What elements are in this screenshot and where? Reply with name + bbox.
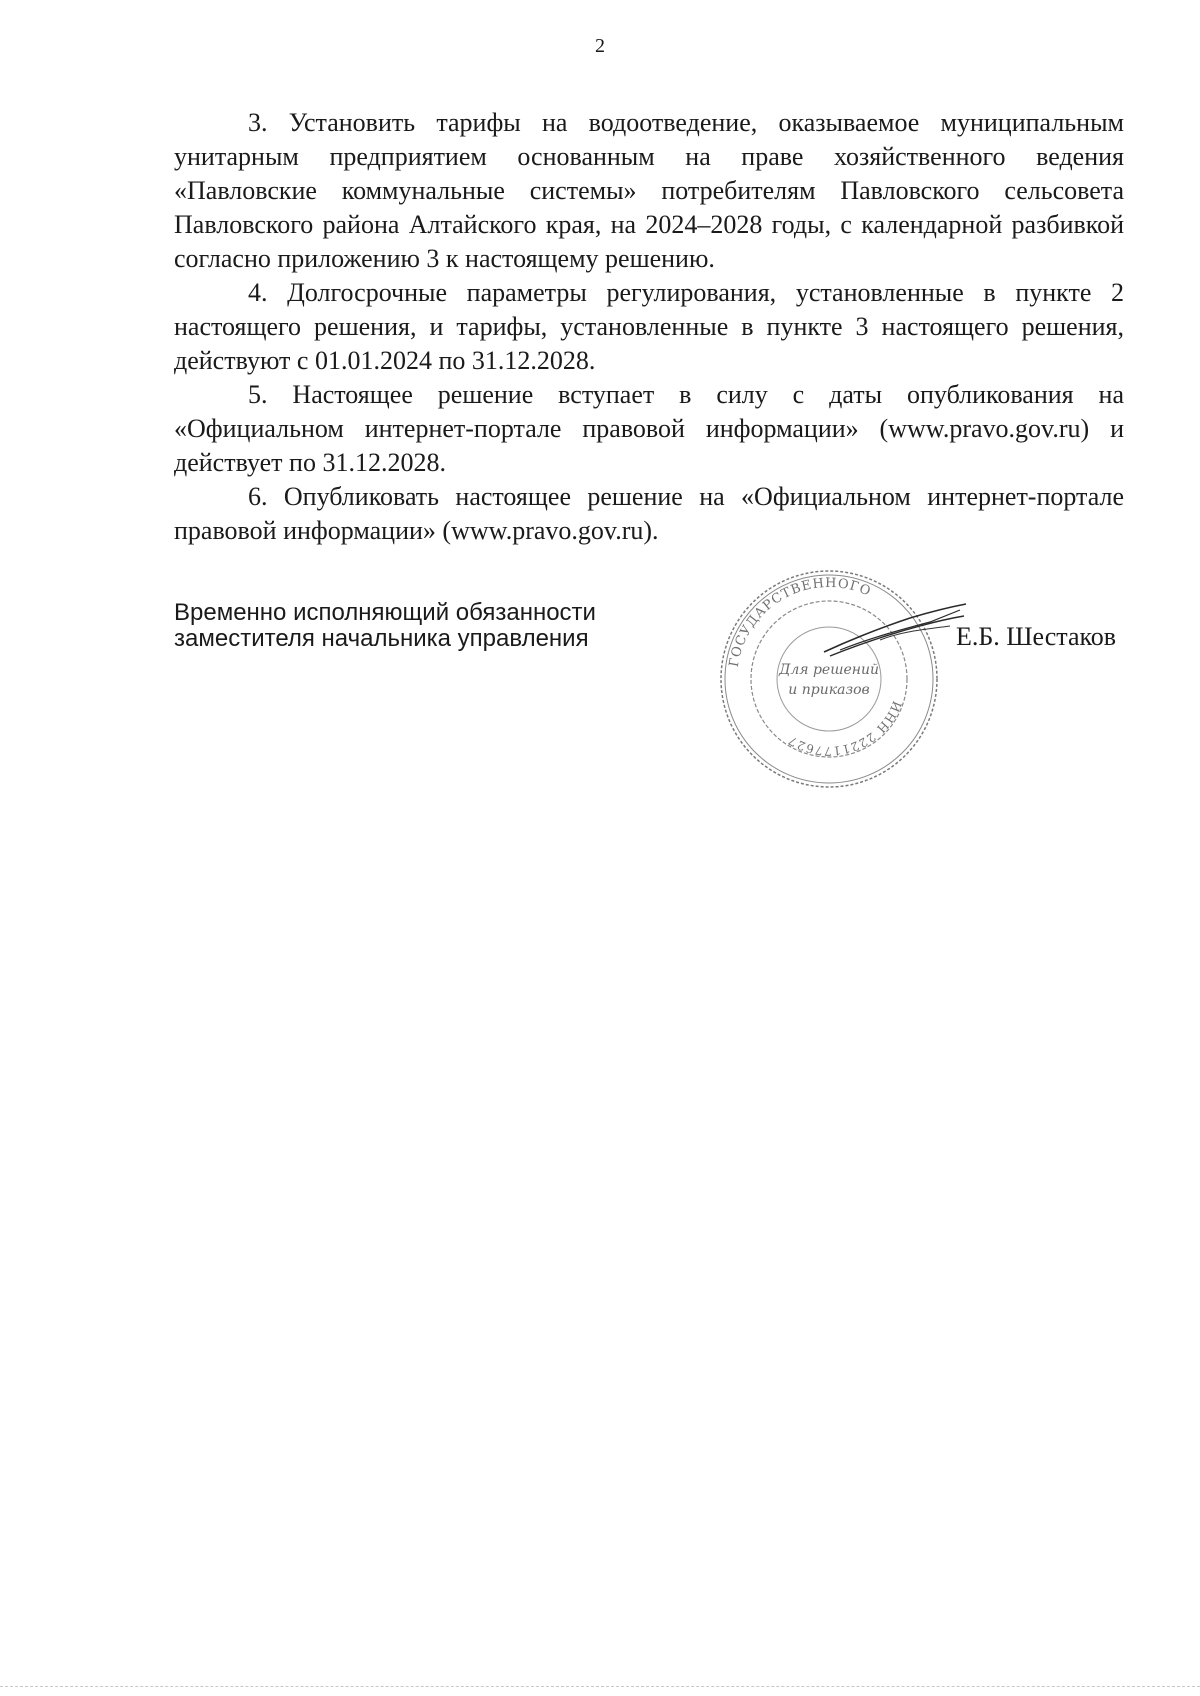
signatory-position-line-1: Временно исполняющий обязанности (174, 599, 596, 626)
stamp-ring-text-inn: ИНН 2221177627 (785, 698, 905, 759)
stamp-center-line-2: и приказов (788, 682, 870, 698)
paragraph-6-publication: 6. Опубликовать настоящее решение на «Официальном интернет-портале правовой информации» (www.pravo.gov.ru). (174, 482, 1124, 545)
scan-bottom-edge (0, 1686, 1200, 1689)
signatory-name: Е.Б. Шестаков (956, 622, 1117, 651)
paragraph-5-effective-date: 5. Настоящее решение вступает в силу с даты опубликования на «Официальном интернет-портале правовой информации» (www.pravo.gov.ru) и действует по 31.12.2028. (174, 380, 1124, 477)
paragraph-4-validity: 4. Долгосрочные параметры регулирования, установленные в пункте 2 настоящего решения, и тарифы, установленные в пункте 3 настоящего решения, действуют с 01.01.2024 по 31.12.2028. (174, 278, 1124, 375)
stamp-ring-text-top: ГОСУДАРСТВЕННОГО (726, 575, 874, 669)
stamp-center-line-1: Для решений (778, 662, 880, 678)
document-body (174, 106, 1124, 548)
signatory-position (174, 600, 654, 652)
signatory-position-line-2: заместителя начальника управления (174, 625, 589, 652)
handwritten-signature (820, 600, 970, 660)
paragraph-3-tariffs: 3. Установить тарифы на водоотведение, оказываемое муниципальным унитарным предприятием основанным на праве хозяйственного ведения «Павловские коммунальные системы» потребителям Павловского сельсовета Павловского района Алтайского края, на 2024–2028 годы, с календарной разбивкой согласно приложению 3 к настоящему решению. (174, 108, 1124, 273)
page-number: 2 (595, 35, 605, 57)
